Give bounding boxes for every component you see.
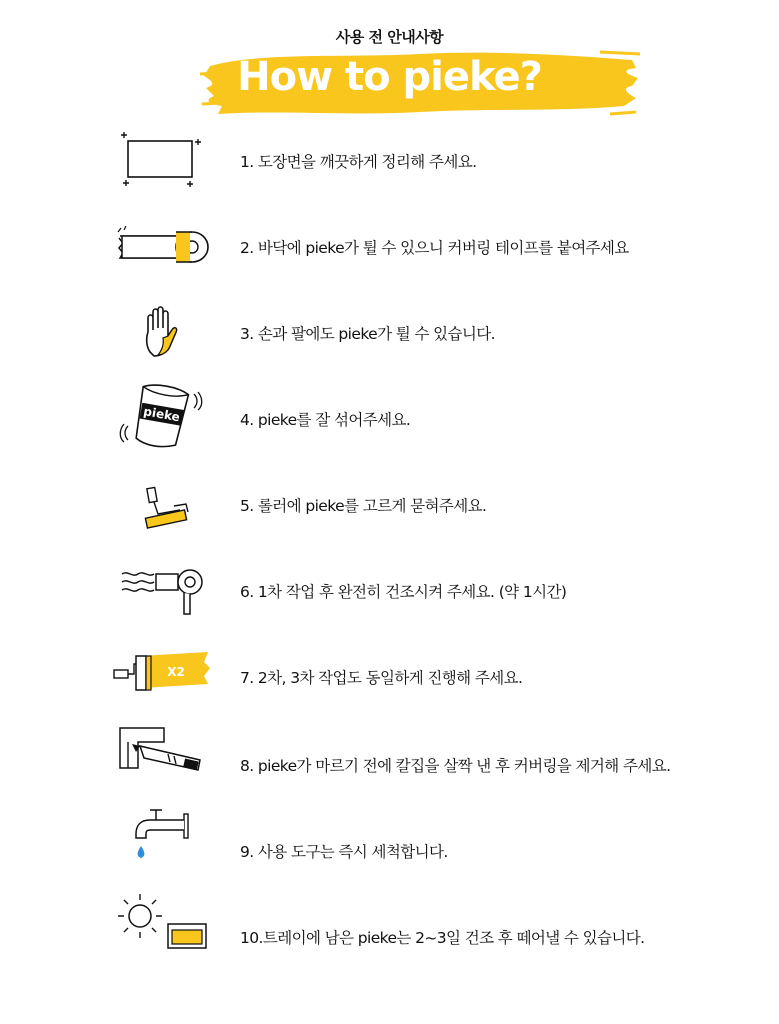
step-3-text: 3. 손과 팔에도 pieke가 튈 수 있습니다. xyxy=(240,325,495,343)
step-2-text: 2. 바닥에 pieke가 튈 수 있으니 커버링 테이프를 붙여주세요 xyxy=(240,239,629,257)
roller-x2-icon xyxy=(110,638,210,718)
shake-can-icon xyxy=(110,378,210,458)
clean-surface-icon xyxy=(110,122,210,202)
hand-icon xyxy=(110,294,210,374)
cutter-knife-icon xyxy=(110,722,210,802)
step-10 xyxy=(0,890,779,970)
step-8-text: 8. pieke가 마르기 전에 칼집을 살짝 낸 후 커버링을 제거해 주세요. xyxy=(240,757,671,775)
step-1-text: 1. 도장면을 깨끗하게 정리해 주세요. xyxy=(240,153,477,171)
step-10-text: 10.트레이에 남은 pieke는 2~3일 건조 후 떼어낼 수 있습니다. xyxy=(240,929,645,947)
step-5-text: 5. 롤러에 pieke를 고르게 묻혀주세요. xyxy=(240,497,487,515)
step-7 xyxy=(0,638,779,718)
step-3 xyxy=(0,294,779,374)
page-subtitle: 사용 전 안내사항 xyxy=(335,28,444,46)
tape-roll-icon xyxy=(110,208,210,288)
faucet-icon xyxy=(110,806,210,886)
roller-tray-icon xyxy=(110,466,210,546)
step-4-text: 4. pieke를 잘 섞어주세요. xyxy=(240,411,411,429)
sun-tray-icon xyxy=(110,890,210,970)
page-title: How to pieke? xyxy=(237,54,542,100)
step-9 xyxy=(0,806,779,886)
can-label: pieke xyxy=(142,404,181,425)
step-1 xyxy=(0,122,779,202)
step-5 xyxy=(0,466,779,546)
step-7-text: 7. 2차, 3차 작업도 동일하게 진행해 주세요. xyxy=(240,669,523,687)
step-2 xyxy=(0,208,779,288)
x2-badge: X2 xyxy=(167,665,185,679)
step-4 xyxy=(0,378,779,458)
step-6-text: 6. 1차 작업 후 완전히 건조시켜 주세요. (약 1시간) xyxy=(240,583,567,601)
step-6 xyxy=(0,552,779,632)
step-9-text: 9. 사용 도구는 즉시 세척합니다. xyxy=(240,843,448,861)
hair-dryer-icon xyxy=(110,552,210,632)
step-8 xyxy=(0,722,779,802)
